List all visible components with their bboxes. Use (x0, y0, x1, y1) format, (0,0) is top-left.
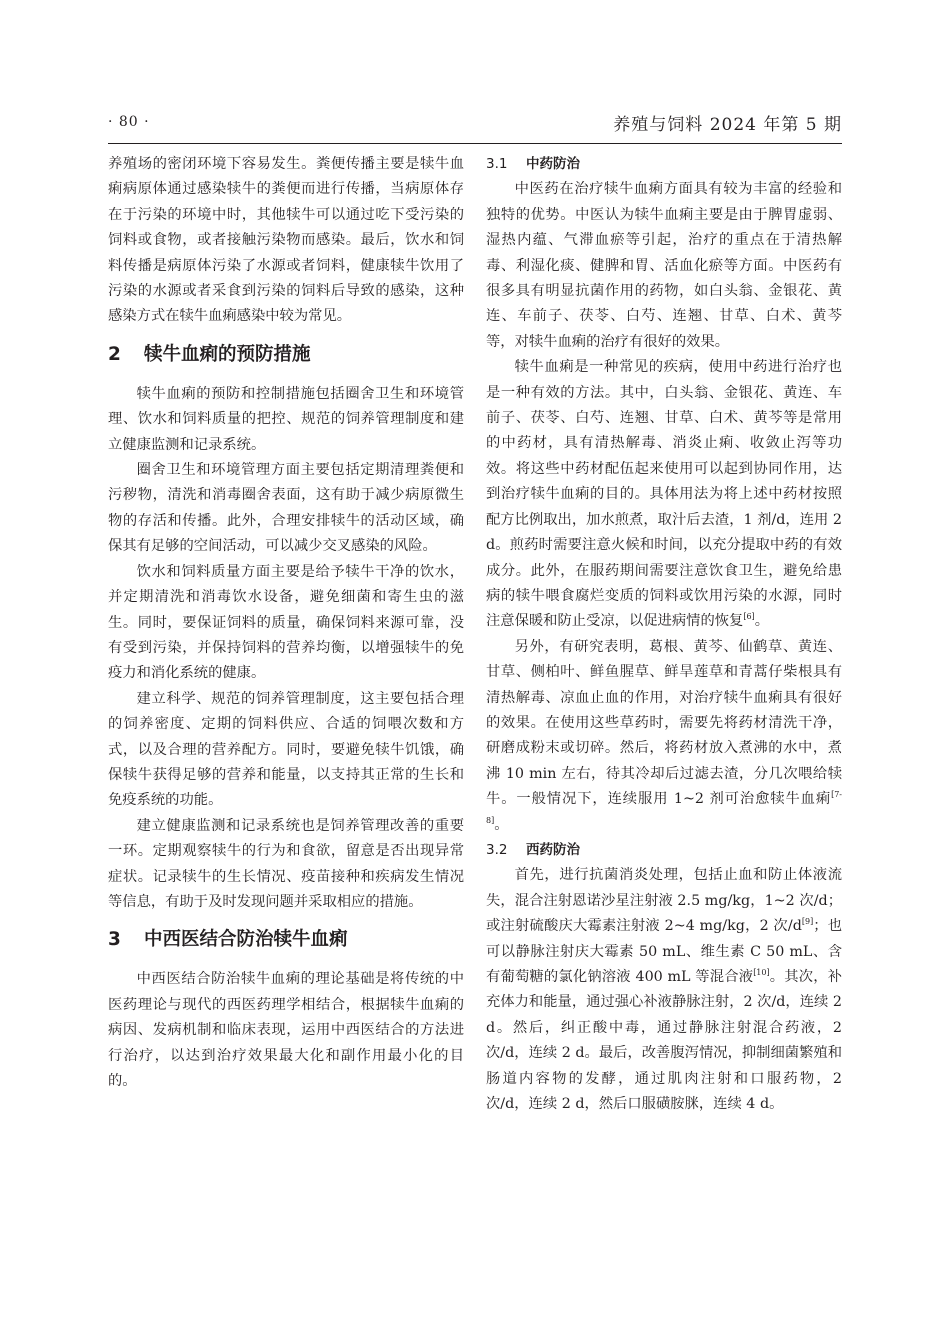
section-3-heading (108, 925, 464, 955)
paragraph-text: 犊牛血痢是一种常见的疾病，使用中药进行治疗也是一种有效的方法。其中，白头翁、金银花、黄连、车前子、茯苓、白芍、连翘、甘草、白术、黄芩等是常用的中药材，具有清热解毒、消炎止痢、收敛止泻等功效。将这些中药材配伍起来使用可以起到协同作用，达到治疗犊牛血痢的目的。具体用法为将上述中药材按照配方比例取出，加水煎煮，取汁后去渣，1 剂/d，连用 2 d。煎药时需要注意火候和时间，以充分提取中药的有效成分。此外，在服药期间需要注意饮食卫生，避免给患病的犊牛喂食腐烂变质的饲料或饮用污染的水源，同时注意保暖和防止受凉，以促进病情的恢复 (486, 359, 842, 630)
left-column (108, 152, 464, 1094)
subsection-title: 西药防治 (526, 841, 580, 858)
right-column (486, 152, 842, 1117)
citation: [9] (801, 917, 814, 927)
paragraph-text: 首先，进行抗菌消炎处理，包括止血和防止体液流失，混合注射恩诺沙星注射液 2.5 mg/kg，1~2 次/d；或注射硫酸庆大霉素注射液 2~4 mg/kg，2 次/d (486, 867, 842, 935)
section-3-2-heading (486, 838, 842, 863)
paragraph-text: 另外，有研究表明，葛根、黄芩、仙鹤草、黄连、甘草、侧柏叶、鲜鱼腥草、鲜旱莲草和青蒿仔柴根具有清热解毒、凉血止血的作用，对治疗犊牛血痢具有很好的效果。在使用这些草药时，需要先将药材清洗干净，研磨成粉末或切碎。然后，将药材放入煮沸的水中，煮沸 10 min 左右，待其冷却后过滤去渣，分几次喂给犊牛。一般情况下，连续服用 1~2 剂可治愈犊牛血痢 (486, 638, 842, 808)
citation: [7-8] (486, 790, 842, 825)
paragraph (486, 635, 842, 838)
subsection-title: 中药防治 (526, 156, 580, 172)
paragraph: 养殖场的密闭环境下容易发生。粪便传播主要是犊牛血痢病原体通过感染犊牛的粪便而进行传播，当病原体存在于污染的环境中时，其他犊牛可以通过吃下受污染的饲料或食物，或者接触污染物而感染。最后，饮水和饲料传播是病原体污染了水源或者饲料，健康犊牛饮用了污染的水源或者采食到污染的饲料后导致的感染，这种感染方式在犊牛血痢感染中较为常见。 (108, 156, 464, 325)
section-number: 3 (108, 929, 121, 951)
section-number: 2 (108, 343, 121, 365)
section-title: 中西医结合防治犊牛血痢 (144, 929, 348, 951)
paragraph-text: 。其次，补充体力和能量，通过强心补液静脉注射，2 次/d，连续 2 d。然后，纠正酸中毒，通过静脉注射混合药液，2 次/d，连续 2 d。最后，改善腹泻情况，抑制细菌繁殖和肠道内容物的发酵，通过肌肉注射和口服药物，2 次/d，连续 2 d，然后口服磺胺脒，连续 4 d。 (486, 969, 842, 1113)
paragraph (486, 355, 842, 634)
subsection-number: 3.1 (486, 156, 508, 172)
paragraph: 中西医结合防治犊牛血痢的理论基础是将传统的中医药理论与现代的西医药理学相结合，根据犊牛血痢的病因、发病机制和临床表现，运用中西医结合的方法进行治疗，以达到治疗效果最大化和副作用最小化的目的。 (108, 971, 464, 1089)
journal-issue: 养殖与饲料 2024 年第 5 期 (613, 115, 842, 135)
section-3-1-heading (486, 152, 842, 177)
paragraph (486, 863, 842, 1117)
paragraph: 建立科学、规范的饲养管理制度，这主要包括合理的饲养密度、定期的饲料供应、合适的饲喂次数和方式，以及合理的营养配方。同时，要避免犊牛饥饿，确保犊牛获得足够的营养和能量，以支持其正常的生长和免疫系统的功能。 (108, 690, 464, 809)
section-title: 犊牛血痢的预防措施 (144, 343, 311, 365)
paragraph: 圈舍卫生和环境管理方面主要包括定期清理粪便和污秽物，清洗和消毒圈舍表面，这有助于减少病原微生物的存活和传播。此外，合理安排犊牛的活动区域，确保其有足够的空间活动，可以减少交叉感染的风险。 (108, 462, 464, 555)
citation: [6] (743, 612, 755, 622)
paragraph: 饮水和饲料质量方面主要是给予犊牛干净的饮水，并定期清洗和消毒饮水设备，避免细菌和寄生虫的滋生。同时，要保证饲料的质量，确保饲料来源可靠，没有受到污染，并保持饲料的营养均衡，以增强犊牛的免疫力和消化系统的健康。 (108, 563, 464, 682)
paragraph: 中医药在治疗犊牛血痢方面具有较为丰富的经验和独特的优势。中医认为犊牛血痢主要是由于脾胃虚弱、湿热内蕴、气滞血瘀等引起，治疗的重点在于清热解毒、利湿化痰、健脾和胃、活血化瘀等方面。中医药有很多具有明显抗菌作用的药物，如白头翁、金银花、黄连、车前子、茯苓、白芍、连翘、甘草、白术、黄芩等，对犊牛血痢的治疗有很好的效果。 (486, 181, 842, 350)
citation: [10] (753, 968, 770, 978)
section-2-heading (108, 340, 464, 370)
header-rule (108, 143, 842, 144)
paragraph-end: 。 (494, 816, 509, 833)
running-header (108, 108, 842, 142)
page-number: · 80 · (108, 114, 150, 130)
paragraph: 建立健康监测和记录系统也是饲养管理改善的重要一环。定期观察犊牛的行为和食欲，留意是否出现异常症状。记录犊牛的生长情况、疫苗接种和疾病发生情况等信息，有助于及时发现问题并采取相应的措施。 (108, 817, 464, 910)
paragraph: 犊牛血痢的预防和控制措施包括圈舍卫生和环境管理、饮水和饲料质量的把控、规范的饲养管理制度和建立健康监测和记录系统。 (108, 385, 464, 453)
paragraph-end: 。 (754, 613, 769, 630)
paragraph-text: ；也可以静脉注射庆大霉素 50 mL、维生素 C 50 mL、含有葡萄糖的氯化钠溶液 400 mL 等混合液 (486, 918, 842, 985)
subsection-number: 3.2 (486, 841, 508, 858)
